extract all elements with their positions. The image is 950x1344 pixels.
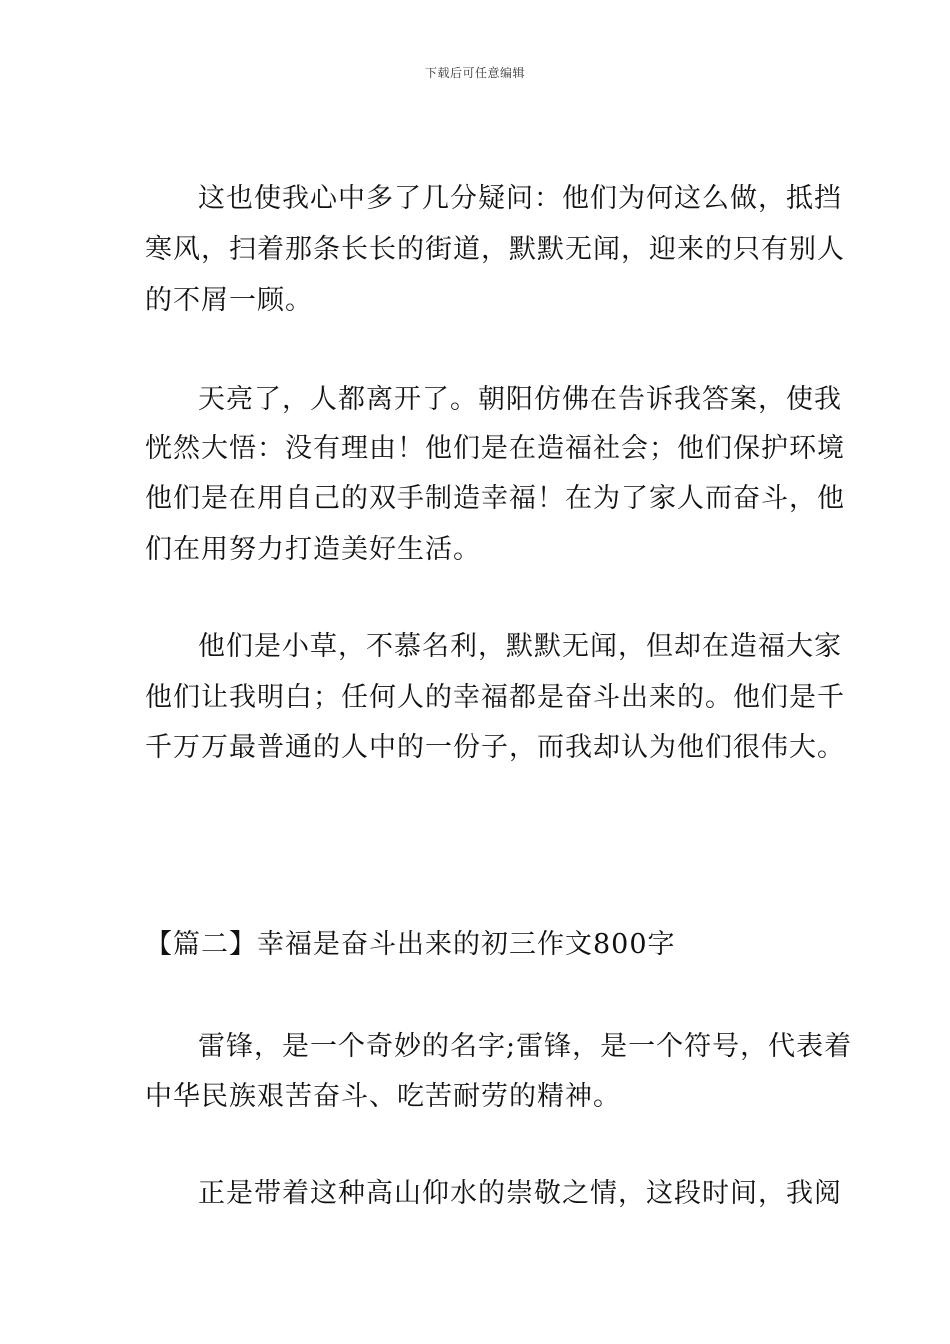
paragraph-line: 雷锋，是一个奇妙的名字;雷锋，是一个符号，代表着 xyxy=(198,1031,853,1062)
paragraph-line: 这也使我心中多了几分疑问：他们为何这么做，抵挡 xyxy=(198,183,842,214)
page-header: 下载后可任意编辑 xyxy=(424,66,525,80)
paragraph-line: 寒风，扫着那条长长的街道，默默无闻，迎来的只有别人 xyxy=(145,234,845,265)
paragraph-line: 们在用努力打造美好生活。 xyxy=(145,534,481,565)
paragraph-line: 他们是在用自己的双手制造幸福！在为了家人而奋斗，他 xyxy=(145,483,845,514)
paragraph-line: 他们让我明白；任何人的幸福都是奋斗出来的。他们是千 xyxy=(145,682,845,713)
paragraph-line: 恍然大悟：没有理由！他们是在造福社会；他们保护环境 xyxy=(145,433,845,464)
paragraph-line: 天亮了，人都离开了。朝阳仿佛在告诉我答案，使我 xyxy=(198,384,842,415)
paragraph-line: 正是带着这种高山仰水的崇敬之情，这段时间，我阅 xyxy=(198,1178,842,1209)
paragraph-line: 的不屑一顾。 xyxy=(145,285,313,316)
paragraph-line: 他们是小草，不慕名利，默默无闻，但却在造福大家 xyxy=(198,631,842,662)
paragraph-line: 中华民族艰苦奋斗、吃苦耐劳的精神。 xyxy=(145,1081,621,1112)
section-heading: 【篇二】幸福是奋斗出来的初三作文800字 xyxy=(145,929,676,960)
paragraph-line: 千万万最普通的人中的一份子，而我却认为他们很伟大。 xyxy=(145,732,845,763)
